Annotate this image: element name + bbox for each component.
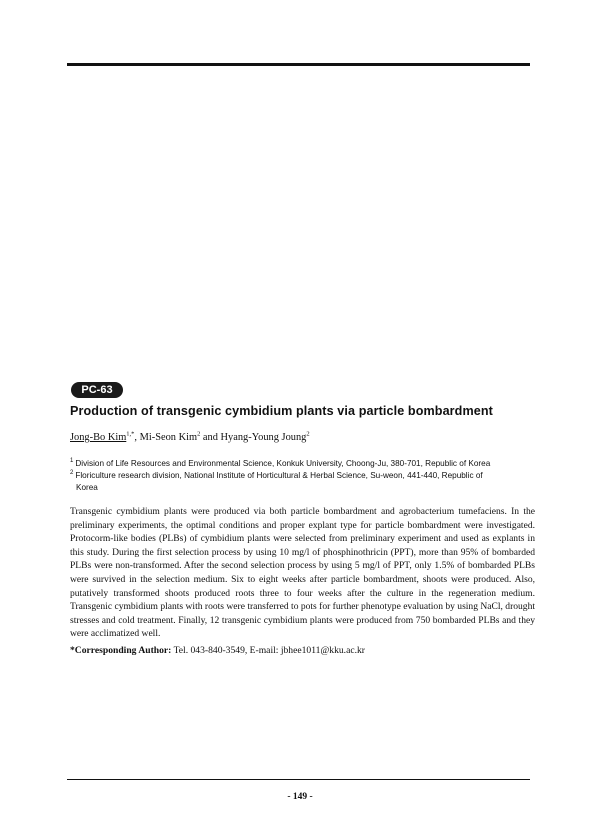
top-rule [67,63,530,66]
paper-title: Production of transgenic cymbidium plants via particle bombardment [70,404,493,418]
author-superscript: 2 [306,430,310,438]
affiliation-number: 2 [70,470,74,477]
corresponding-label: *Corresponding Author: [70,645,172,656]
page-number: - 149 - [287,792,313,802]
author-superscript: 1,* [126,430,135,438]
affiliation-number: 1 [70,458,74,465]
affiliation-1 [70,458,536,470]
author-superscript: 2 [197,430,201,438]
author-separator: , [134,432,140,443]
author-name: Mi-Seon Kim [139,432,198,443]
corresponding-contact: Tel. 043-840-3549, E-mail: jbhee1011@kku.ac.kr [171,645,365,656]
author-separator: and [200,432,221,443]
affiliation-2 [70,470,536,494]
author-name: Hyang-Young Joung [220,432,307,443]
affiliation-continuation: Korea [76,483,98,492]
author-name: Jong-Bo Kim [70,432,127,443]
corresponding-author [70,645,535,656]
affiliation-text: Division of Life Resources and Environmental Science, Konkuk University, Choong-Ju, 380-701, Republic of Korea [75,459,491,468]
author-list [70,432,540,443]
abstract-body: Transgenic cymbidium plants were produced via both particle bombardment and agrobacterium tumefaciens. In the preliminary experiments, the optimal conditions and proper explant type for particle bombardment were investigated. Protocorm-like bodies (PLBs) of cymbidium plants were selected from preliminary experiment and used as explants in this study. During the first selection process by using 10 mg/l of phosphinothricin (PPT), more than 95% of bombarded PLBs were non-transformed. After the second selection process by using 5 mg/l of PPT, only 1.5% of bombarded PLBs were survived in the selection medium. Six to eight weeks after particle bombardment, shoots were produced. Also, putatively transformed shoots produced roots three to four weeks after the culture in the regeneration medium. Transgenic cymbidium plants with roots were transferred to pots for further phenotype evaluation by using NaCl, drought stresses and cold treatment. Finally, 12 transgenic cymbidium plants were produced from 750 bombarded PLBs and they were acclimatized well. [70,506,535,640]
bottom-rule [67,779,530,780]
affiliation-text: Floriculture research division, National Institute of Horticultural & Herbal Science, Su-weon, 441-440, Republic of [75,471,483,480]
session-badge: PC-63 [71,382,123,398]
